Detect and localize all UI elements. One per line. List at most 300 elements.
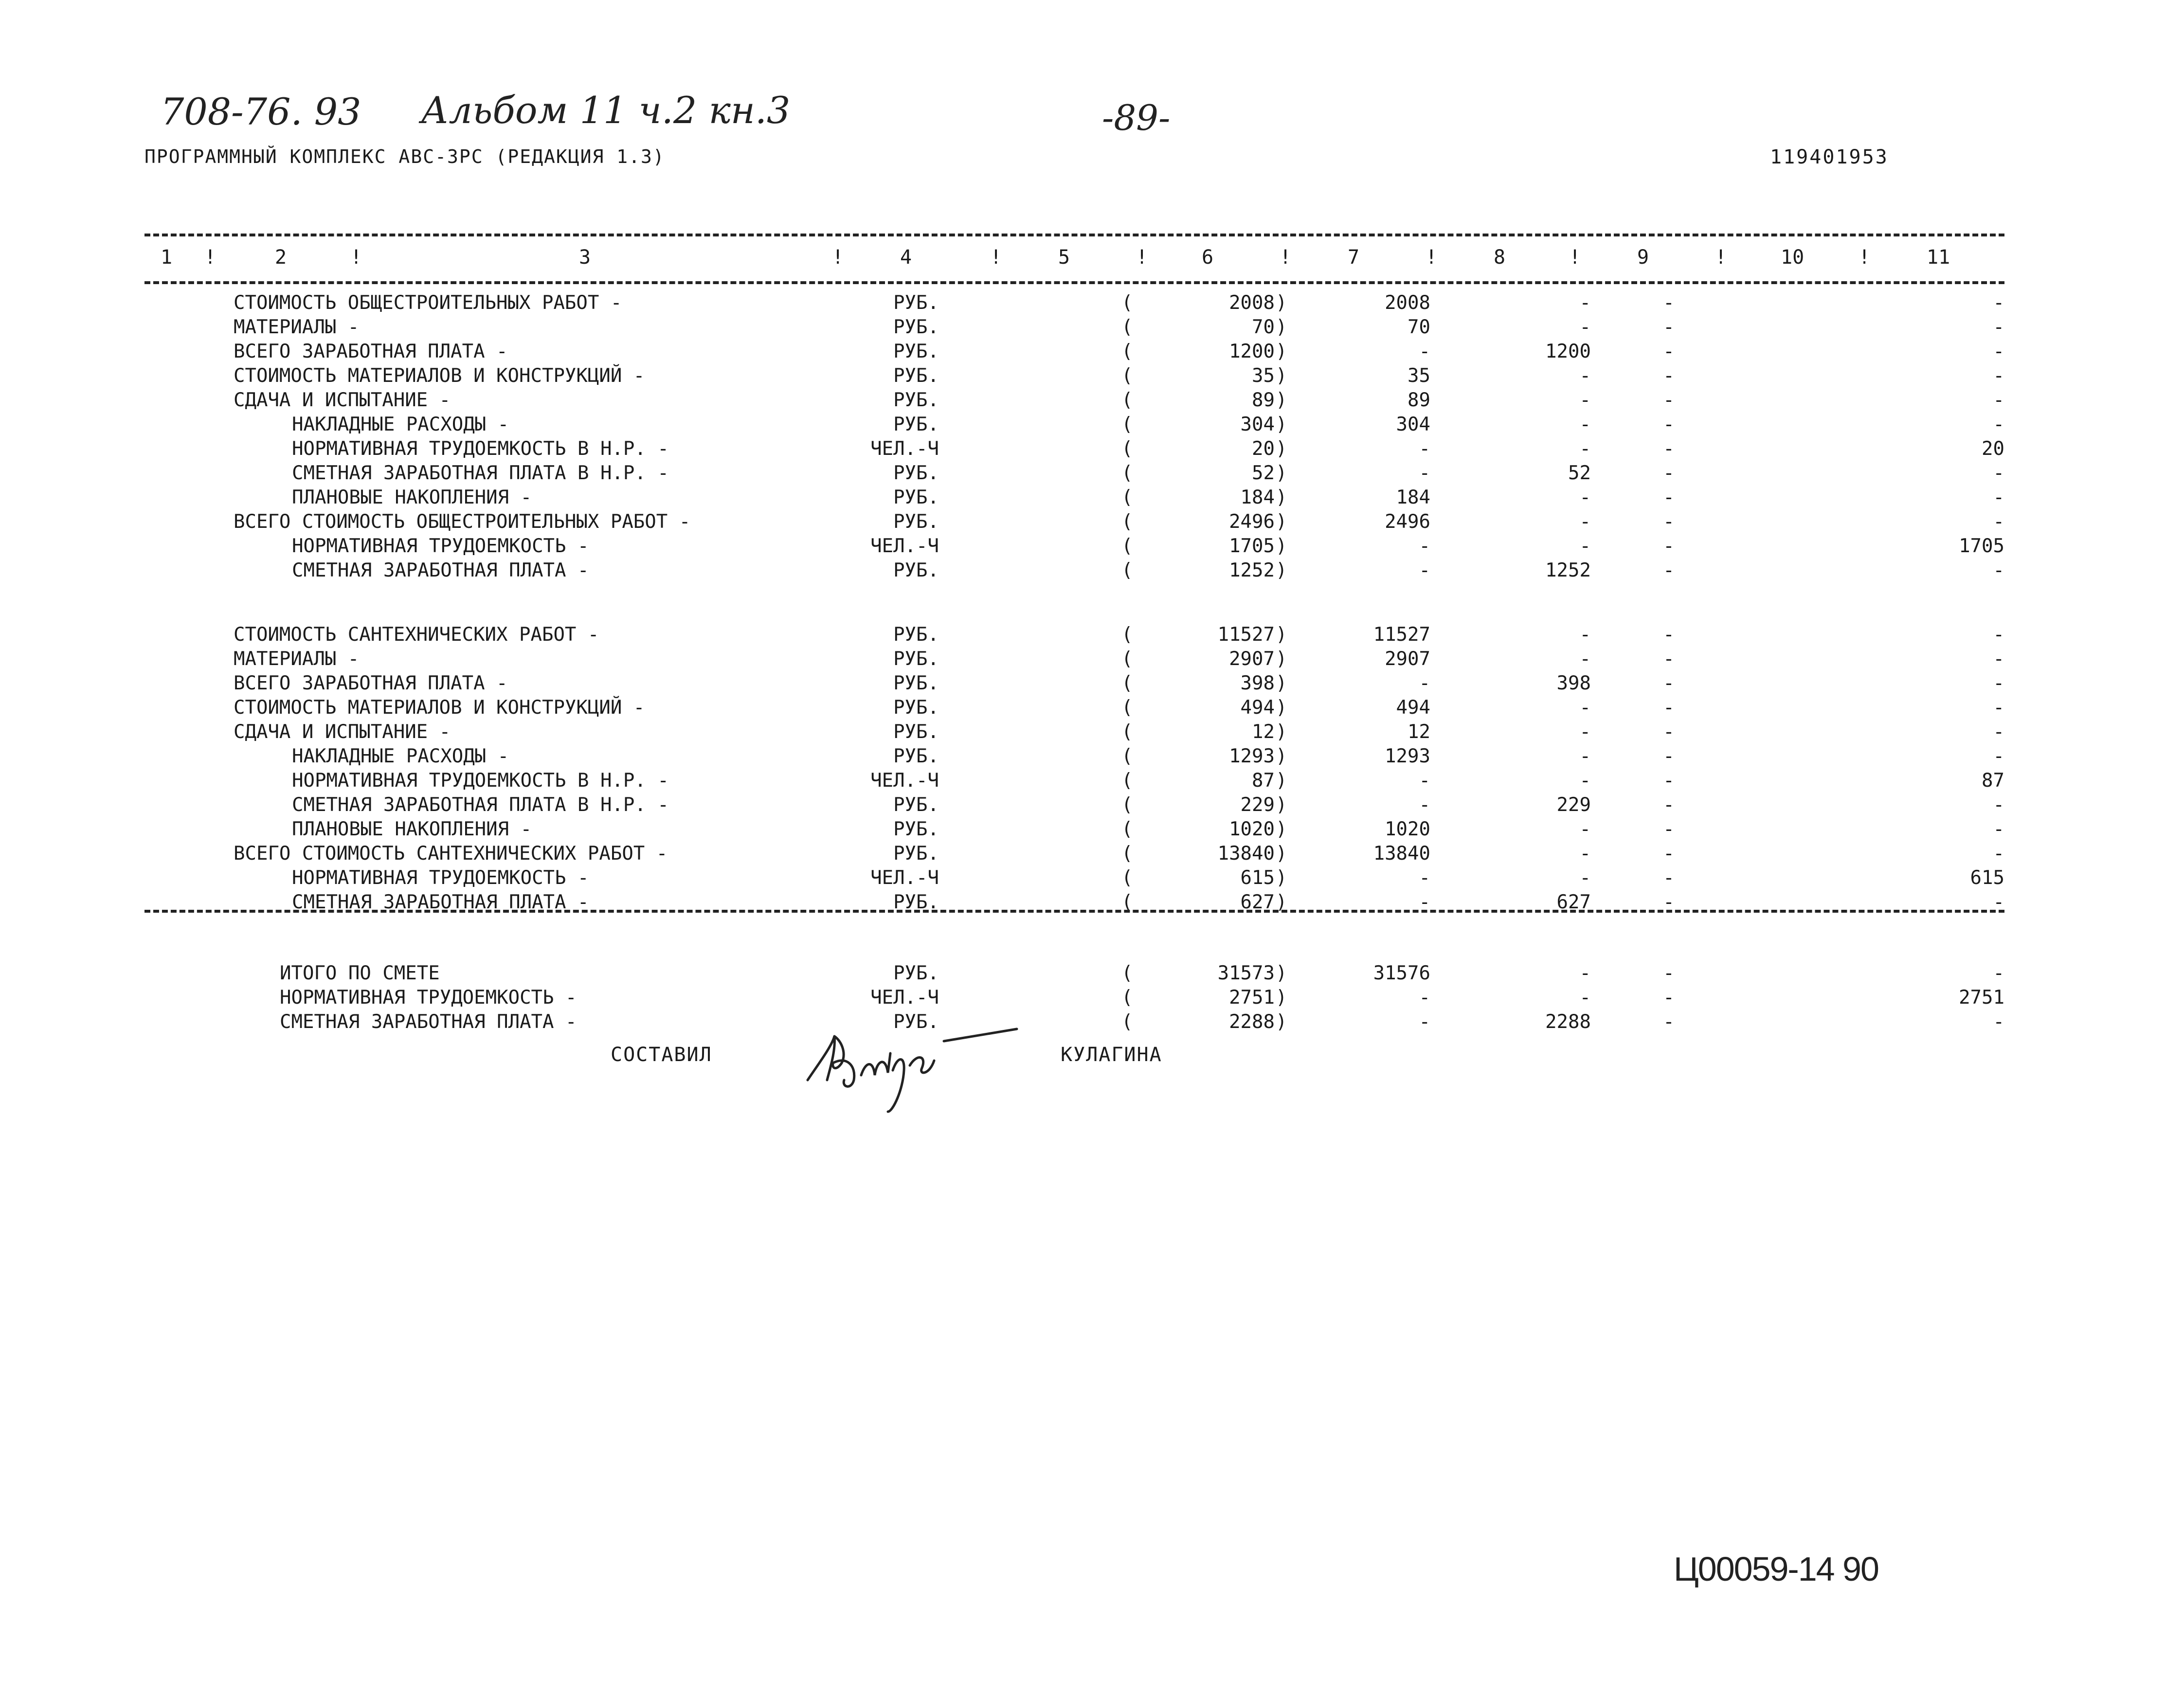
row-col9: - bbox=[1663, 962, 1675, 984]
row-col7: - bbox=[1419, 462, 1430, 484]
row-col11: - bbox=[1993, 1011, 2004, 1033]
table-row bbox=[0, 671, 2184, 696]
row-col8: - bbox=[1579, 414, 1591, 435]
row-name: СМЕТНАЯ ЗАРАБОТНАЯ ПЛАТА - bbox=[280, 1011, 577, 1033]
row-col11: - bbox=[1993, 891, 2004, 913]
row-unit: РУБ. bbox=[893, 414, 939, 435]
row-col8: 52 bbox=[1568, 462, 1591, 484]
row-name: СМЕТНАЯ ЗАРАБОТНАЯ ПЛАТА В Н.Р. - bbox=[292, 462, 669, 484]
row-col8: - bbox=[1579, 867, 1591, 889]
row-col7: 11527 bbox=[1373, 624, 1430, 646]
row-col7: 304 bbox=[1396, 414, 1430, 435]
row-rparen: ) bbox=[1276, 697, 1287, 719]
row-paren: ( bbox=[1121, 511, 1133, 533]
col-separator: ! bbox=[1426, 246, 1438, 269]
row-rparen: ) bbox=[1276, 818, 1287, 840]
row-name: СТОИМОСТЬ МАТЕРИАЛОВ И КОНСТРУКЦИЙ - bbox=[234, 365, 645, 387]
row-col11: - bbox=[1993, 962, 2004, 984]
row-rparen: ) bbox=[1276, 672, 1287, 694]
row-col8: - bbox=[1579, 624, 1591, 646]
row-col6: 615 bbox=[1240, 867, 1275, 889]
row-col6: 2288 bbox=[1229, 1011, 1275, 1033]
row-rparen: ) bbox=[1276, 745, 1287, 767]
table-row bbox=[0, 364, 2184, 388]
row-col8: 1200 bbox=[1545, 341, 1591, 362]
row-name: МАТЕРИАЛЫ - bbox=[234, 648, 360, 670]
row-col6: 627 bbox=[1240, 891, 1275, 913]
row-col6: 229 bbox=[1240, 794, 1275, 816]
row-col6: 1020 bbox=[1229, 818, 1275, 840]
row-col11: - bbox=[1993, 794, 2004, 816]
row-rparen: ) bbox=[1276, 770, 1287, 792]
table-row bbox=[0, 744, 2184, 769]
row-col11: - bbox=[1993, 672, 2004, 694]
table-row bbox=[0, 437, 2184, 461]
row-paren: ( bbox=[1121, 987, 1133, 1009]
row-name: ВСЕГО ЗАРАБОТНАЯ ПЛАТА - bbox=[234, 672, 508, 694]
row-col6: 12 bbox=[1252, 721, 1275, 743]
row-col7: - bbox=[1419, 770, 1430, 792]
row-rparen: ) bbox=[1276, 389, 1287, 411]
table-row bbox=[0, 1010, 2184, 1034]
row-col9: - bbox=[1663, 389, 1675, 411]
row-paren: ( bbox=[1121, 891, 1133, 913]
row-col8: - bbox=[1579, 535, 1591, 557]
row-col11: - bbox=[1993, 511, 2004, 533]
row-col7: 35 bbox=[1408, 365, 1430, 387]
row-col11: - bbox=[1993, 487, 2004, 508]
row-paren: ( bbox=[1121, 745, 1133, 767]
row-paren: ( bbox=[1121, 316, 1133, 338]
row-rparen: ) bbox=[1276, 462, 1287, 484]
row-rparen: ) bbox=[1276, 648, 1287, 670]
row-col9: - bbox=[1663, 672, 1675, 694]
table-row bbox=[0, 986, 2184, 1010]
row-col6: 20 bbox=[1252, 438, 1275, 460]
row-col7: - bbox=[1419, 891, 1430, 913]
row-paren: ( bbox=[1121, 292, 1133, 314]
row-name: НОРМАТИВНАЯ ТРУДОЕМКОСТЬ - bbox=[292, 867, 589, 889]
row-unit: РУБ. bbox=[893, 745, 939, 767]
row-col9: - bbox=[1663, 794, 1675, 816]
row-paren: ( bbox=[1121, 487, 1133, 508]
row-unit: РУБ. bbox=[893, 648, 939, 670]
row-paren: ( bbox=[1121, 389, 1133, 411]
row-unit: РУБ. bbox=[893, 341, 939, 362]
row-col6: 2907 bbox=[1229, 648, 1275, 670]
table-row bbox=[0, 510, 2184, 534]
col-separator: ! bbox=[1136, 246, 1148, 269]
row-name: НОРМАТИВНАЯ ТРУДОЕМКОСТЬ В Н.Р. - bbox=[292, 438, 669, 460]
col-header-11: 11 bbox=[1927, 246, 1950, 269]
row-col11: - bbox=[1993, 648, 2004, 670]
row-name: СТОИМОСТЬ МАТЕРИАЛОВ И КОНСТРУКЦИЙ - bbox=[234, 697, 645, 719]
row-col7: 89 bbox=[1408, 389, 1430, 411]
row-rparen: ) bbox=[1276, 987, 1287, 1009]
row-col6: 2496 bbox=[1229, 511, 1275, 533]
row-col11: - bbox=[1993, 414, 2004, 435]
row-unit: РУБ. bbox=[893, 389, 939, 411]
row-unit: РУБ. bbox=[893, 1011, 939, 1033]
row-unit: ЧЕЛ.-Ч bbox=[870, 770, 939, 792]
row-col6: 2751 bbox=[1229, 987, 1275, 1009]
col-separator: ! bbox=[832, 246, 844, 269]
table-row bbox=[0, 961, 2184, 986]
row-col9: - bbox=[1663, 559, 1675, 581]
section-general-construction bbox=[0, 291, 2184, 583]
row-col6: 2008 bbox=[1229, 292, 1275, 314]
totals-separator-rule bbox=[144, 910, 2004, 913]
col-header-8: 8 bbox=[1494, 246, 1506, 269]
row-name: ВСЕГО ЗАРАБОТНАЯ ПЛАТА - bbox=[234, 341, 508, 362]
row-name: ПЛАНОВЫЕ НАКОПЛЕНИЯ - bbox=[292, 818, 532, 840]
row-rparen: ) bbox=[1276, 624, 1287, 646]
section-gap bbox=[0, 583, 2184, 623]
col-header-6: 6 bbox=[1202, 246, 1214, 269]
row-paren: ( bbox=[1121, 672, 1133, 694]
row-rparen: ) bbox=[1276, 535, 1287, 557]
row-col11: - bbox=[1993, 365, 2004, 387]
table-top-rule bbox=[144, 234, 2004, 236]
row-col7: - bbox=[1419, 438, 1430, 460]
row-col7: - bbox=[1419, 535, 1430, 557]
col-header-9: 9 bbox=[1637, 246, 1649, 269]
row-col6: 11527 bbox=[1217, 624, 1275, 646]
row-rparen: ) bbox=[1276, 721, 1287, 743]
row-paren: ( bbox=[1121, 770, 1133, 792]
row-col6: 398 bbox=[1240, 672, 1275, 694]
row-col6: 1252 bbox=[1229, 559, 1275, 581]
row-col8: - bbox=[1579, 987, 1591, 1009]
row-name: ВСЕГО СТОИМОСТЬ САНТЕХНИЧЕСКИХ РАБОТ - bbox=[234, 843, 668, 865]
row-col7: - bbox=[1419, 867, 1430, 889]
row-unit: РУБ. bbox=[893, 292, 939, 314]
col-header-4: 4 bbox=[900, 246, 912, 269]
col-header-10: 10 bbox=[1781, 246, 1805, 269]
row-unit: РУБ. bbox=[893, 721, 939, 743]
header-bottom-rule bbox=[144, 281, 2004, 284]
row-paren: ( bbox=[1121, 438, 1133, 460]
row-col9: - bbox=[1663, 511, 1675, 533]
row-col9: - bbox=[1663, 745, 1675, 767]
row-unit: РУБ. bbox=[893, 559, 939, 581]
row-paren: ( bbox=[1121, 794, 1133, 816]
col-header-1: 1 bbox=[161, 246, 173, 269]
row-col9: - bbox=[1663, 292, 1675, 314]
row-col11: - bbox=[1993, 721, 2004, 743]
col-header-7: 7 bbox=[1348, 246, 1360, 269]
row-col7: - bbox=[1419, 672, 1430, 694]
col-header-3: 3 bbox=[579, 246, 591, 269]
row-unit: РУБ. bbox=[893, 511, 939, 533]
row-unit: РУБ. bbox=[893, 697, 939, 719]
table-row bbox=[0, 720, 2184, 744]
table-row bbox=[0, 291, 2184, 315]
table-row bbox=[0, 842, 2184, 866]
row-rparen: ) bbox=[1276, 365, 1287, 387]
row-col6: 1705 bbox=[1229, 535, 1275, 557]
row-name: ПЛАНОВЫЕ НАКОПЛЕНИЯ - bbox=[292, 487, 532, 508]
document-number: 119401953 bbox=[1770, 146, 1889, 168]
col-separator: ! bbox=[1569, 246, 1581, 269]
row-name: СТОИМОСТЬ САНТЕХНИЧЕСКИХ РАБОТ - bbox=[234, 624, 599, 646]
row-col8: 627 bbox=[1556, 891, 1591, 913]
row-paren: ( bbox=[1121, 843, 1133, 865]
row-col8: 2288 bbox=[1545, 1011, 1591, 1033]
row-col9: - bbox=[1663, 818, 1675, 840]
row-col6: 31573 bbox=[1217, 962, 1275, 984]
row-unit: РУБ. bbox=[893, 794, 939, 816]
row-col11: - bbox=[1993, 843, 2004, 865]
table-row bbox=[0, 315, 2184, 340]
row-name: НАКЛАДНЫЕ РАСХОДЫ - bbox=[292, 414, 509, 435]
row-rparen: ) bbox=[1276, 438, 1287, 460]
row-name: СТОИМОСТЬ ОБЩЕСТРОИТЕЛЬНЫХ РАБОТ - bbox=[234, 292, 622, 314]
table-row bbox=[0, 486, 2184, 510]
estimate-table-body bbox=[0, 291, 2184, 1034]
row-paren: ( bbox=[1121, 365, 1133, 387]
row-col8: - bbox=[1579, 697, 1591, 719]
row-name: СМЕТНАЯ ЗАРАБОТНАЯ ПЛАТА В Н.Р. - bbox=[292, 794, 669, 816]
row-col7: 1293 bbox=[1385, 745, 1430, 767]
row-col6: 52 bbox=[1252, 462, 1275, 484]
row-col8: 1252 bbox=[1545, 559, 1591, 581]
row-col8: - bbox=[1579, 511, 1591, 533]
page-number: -89- bbox=[1102, 97, 1171, 138]
row-col6: 89 bbox=[1252, 389, 1275, 411]
row-rparen: ) bbox=[1276, 794, 1287, 816]
row-col11: - bbox=[1993, 818, 2004, 840]
row-unit: РУБ. bbox=[893, 624, 939, 646]
row-col6: 70 bbox=[1252, 316, 1275, 338]
row-col6: 35 bbox=[1252, 365, 1275, 387]
row-col11: 87 bbox=[1982, 770, 2004, 792]
row-name: НАКЛАДНЫЕ РАСХОДЫ - bbox=[292, 745, 509, 767]
row-col7: 184 bbox=[1396, 487, 1430, 508]
row-paren: ( bbox=[1121, 1011, 1133, 1033]
row-col11: - bbox=[1993, 624, 2004, 646]
row-col8: - bbox=[1579, 648, 1591, 670]
row-paren: ( bbox=[1121, 341, 1133, 362]
row-col9: - bbox=[1663, 770, 1675, 792]
row-unit: РУБ. bbox=[893, 672, 939, 694]
row-unit: ЧЕЛ.-Ч bbox=[870, 535, 939, 557]
row-paren: ( bbox=[1121, 697, 1133, 719]
row-unit: РУБ. bbox=[893, 487, 939, 508]
row-rparen: ) bbox=[1276, 511, 1287, 533]
composer-name: КУЛАГИНА bbox=[1061, 1044, 1162, 1066]
signature-mark bbox=[788, 1007, 1022, 1114]
row-col7: 494 bbox=[1396, 697, 1430, 719]
row-col6: 1293 bbox=[1229, 745, 1275, 767]
row-col8: - bbox=[1579, 721, 1591, 743]
row-col6: 304 bbox=[1240, 414, 1275, 435]
row-col7: 1020 bbox=[1385, 818, 1430, 840]
row-paren: ( bbox=[1121, 721, 1133, 743]
row-col9: - bbox=[1663, 414, 1675, 435]
row-col7: - bbox=[1419, 794, 1430, 816]
row-unit: РУБ. bbox=[893, 843, 939, 865]
row-col11: 2751 bbox=[1959, 987, 2004, 1009]
row-paren: ( bbox=[1121, 535, 1133, 557]
row-col9: - bbox=[1663, 987, 1675, 1009]
row-rparen: ) bbox=[1276, 843, 1287, 865]
row-col11: - bbox=[1993, 389, 2004, 411]
row-paren: ( bbox=[1121, 648, 1133, 670]
row-col9: - bbox=[1663, 697, 1675, 719]
row-col9: - bbox=[1663, 365, 1675, 387]
row-col9: - bbox=[1663, 843, 1675, 865]
row-name: МАТЕРИАЛЫ - bbox=[234, 316, 360, 338]
row-col9: - bbox=[1663, 487, 1675, 508]
row-col11: - bbox=[1993, 462, 2004, 484]
row-name: НОРМАТИВНАЯ ТРУДОЕМКОСТЬ В Н.Р. - bbox=[292, 770, 669, 792]
row-col7: 12 bbox=[1408, 721, 1430, 743]
row-col8: - bbox=[1579, 389, 1591, 411]
row-col7: 2907 bbox=[1385, 648, 1430, 670]
row-name: СДАЧА И ИСПЫТАНИЕ - bbox=[234, 721, 451, 743]
table-row bbox=[0, 388, 2184, 413]
table-row bbox=[0, 534, 2184, 559]
col-separator: ! bbox=[1280, 246, 1292, 269]
col-separator: ! bbox=[990, 246, 1002, 269]
row-col8: - bbox=[1579, 292, 1591, 314]
row-rparen: ) bbox=[1276, 341, 1287, 362]
album-code: 708-76. 93 bbox=[161, 90, 361, 133]
row-col9: - bbox=[1663, 891, 1675, 913]
row-col9: - bbox=[1663, 1011, 1675, 1033]
album-title: Альбом 11 ч.2 кн.3 bbox=[421, 89, 791, 132]
row-col8: - bbox=[1579, 770, 1591, 792]
row-rparen: ) bbox=[1276, 867, 1287, 889]
row-name: СМЕТНАЯ ЗАРАБОТНАЯ ПЛАТА - bbox=[292, 891, 589, 913]
section-plumbing bbox=[0, 623, 2184, 915]
row-col9: - bbox=[1663, 438, 1675, 460]
row-paren: ( bbox=[1121, 462, 1133, 484]
table-row bbox=[0, 696, 2184, 720]
row-rparen: ) bbox=[1276, 962, 1287, 984]
composed-by-label: СОСТАВИЛ bbox=[611, 1044, 712, 1066]
row-name: НОРМАТИВНАЯ ТРУДОЕМКОСТЬ - bbox=[280, 987, 577, 1009]
col-separator: ! bbox=[1715, 246, 1727, 269]
table-row bbox=[0, 461, 2184, 486]
row-col8: - bbox=[1579, 745, 1591, 767]
row-col8: - bbox=[1579, 962, 1591, 984]
row-name: ВСЕГО СТОИМОСТЬ ОБЩЕСТРОИТЕЛЬНЫХ РАБОТ - bbox=[234, 511, 691, 533]
row-col11: - bbox=[1993, 316, 2004, 338]
row-col11: - bbox=[1993, 292, 2004, 314]
row-col9: - bbox=[1663, 648, 1675, 670]
row-col7: - bbox=[1419, 341, 1430, 362]
row-name: НОРМАТИВНАЯ ТРУДОЕМКОСТЬ - bbox=[292, 535, 589, 557]
row-unit: РУБ. bbox=[893, 316, 939, 338]
section-totals bbox=[0, 961, 2184, 1034]
col-separator: ! bbox=[350, 246, 362, 269]
row-unit: ЧЕЛ.-Ч bbox=[870, 438, 939, 460]
row-col8: - bbox=[1579, 438, 1591, 460]
row-col7: 2496 bbox=[1385, 511, 1430, 533]
row-name: ИТОГО ПО СМЕТЕ bbox=[280, 962, 440, 984]
row-unit: ЧЕЛ.-Ч bbox=[870, 867, 939, 889]
row-rparen: ) bbox=[1276, 1011, 1287, 1033]
row-col6: 1200 bbox=[1229, 341, 1275, 362]
table-row bbox=[0, 817, 2184, 842]
row-col9: - bbox=[1663, 341, 1675, 362]
row-col9: - bbox=[1663, 721, 1675, 743]
row-col7: 13840 bbox=[1373, 843, 1430, 865]
row-col11: - bbox=[1993, 559, 2004, 581]
row-col9: - bbox=[1663, 624, 1675, 646]
row-col9: - bbox=[1663, 316, 1675, 338]
row-col11: 615 bbox=[1970, 867, 2004, 889]
row-col8: - bbox=[1579, 365, 1591, 387]
row-col9: - bbox=[1663, 867, 1675, 889]
table-row bbox=[0, 769, 2184, 793]
row-col8: - bbox=[1579, 316, 1591, 338]
row-unit: РУБ. bbox=[893, 365, 939, 387]
row-rparen: ) bbox=[1276, 316, 1287, 338]
row-col8: 229 bbox=[1556, 794, 1591, 816]
row-unit: РУБ. bbox=[893, 462, 939, 484]
table-row bbox=[0, 559, 2184, 583]
row-paren: ( bbox=[1121, 624, 1133, 646]
row-unit: ЧЕЛ.-Ч bbox=[870, 987, 939, 1009]
row-paren: ( bbox=[1121, 559, 1133, 581]
table-row bbox=[0, 413, 2184, 437]
row-col8: - bbox=[1579, 843, 1591, 865]
col-header-5: 5 bbox=[1058, 246, 1070, 269]
row-col7: 31576 bbox=[1373, 962, 1430, 984]
row-col7: 70 bbox=[1408, 316, 1430, 338]
row-paren: ( bbox=[1121, 414, 1133, 435]
row-col11: - bbox=[1993, 697, 2004, 719]
row-paren: ( bbox=[1121, 962, 1133, 984]
program-line: ПРОГРАММНЫЙ КОМПЛЕКС АВС-3РС (РЕДАКЦИЯ 1.3) bbox=[144, 146, 665, 167]
archive-number: Ц00059-14 90 bbox=[1674, 1550, 1878, 1588]
table-row bbox=[0, 623, 2184, 647]
row-col11: 1705 bbox=[1959, 535, 2004, 557]
row-col6: 184 bbox=[1240, 487, 1275, 508]
row-col7: - bbox=[1419, 559, 1430, 581]
row-col11: - bbox=[1993, 745, 2004, 767]
row-rparen: ) bbox=[1276, 414, 1287, 435]
row-col6: 13840 bbox=[1217, 843, 1275, 865]
row-unit: РУБ. bbox=[893, 962, 939, 984]
row-paren: ( bbox=[1121, 867, 1133, 889]
row-col8: - bbox=[1579, 487, 1591, 508]
row-col11: 20 bbox=[1982, 438, 2004, 460]
row-rparen: ) bbox=[1276, 487, 1287, 508]
row-col8: - bbox=[1579, 818, 1591, 840]
row-rparen: ) bbox=[1276, 292, 1287, 314]
row-unit: РУБ. bbox=[893, 818, 939, 840]
row-col7: 2008 bbox=[1385, 292, 1430, 314]
row-unit: РУБ. bbox=[893, 891, 939, 913]
row-col8: 398 bbox=[1556, 672, 1591, 694]
row-col11: - bbox=[1993, 341, 2004, 362]
col-separator: ! bbox=[204, 246, 217, 269]
col-separator: ! bbox=[1859, 246, 1871, 269]
row-col9: - bbox=[1663, 535, 1675, 557]
row-rparen: ) bbox=[1276, 891, 1287, 913]
row-paren: ( bbox=[1121, 818, 1133, 840]
row-name: СДАЧА И ИСПЫТАНИЕ - bbox=[234, 389, 451, 411]
row-col7: - bbox=[1419, 1011, 1430, 1033]
row-col7: - bbox=[1419, 987, 1430, 1009]
table-row bbox=[0, 647, 2184, 671]
totals-gap bbox=[0, 915, 2184, 961]
table-row bbox=[0, 866, 2184, 890]
